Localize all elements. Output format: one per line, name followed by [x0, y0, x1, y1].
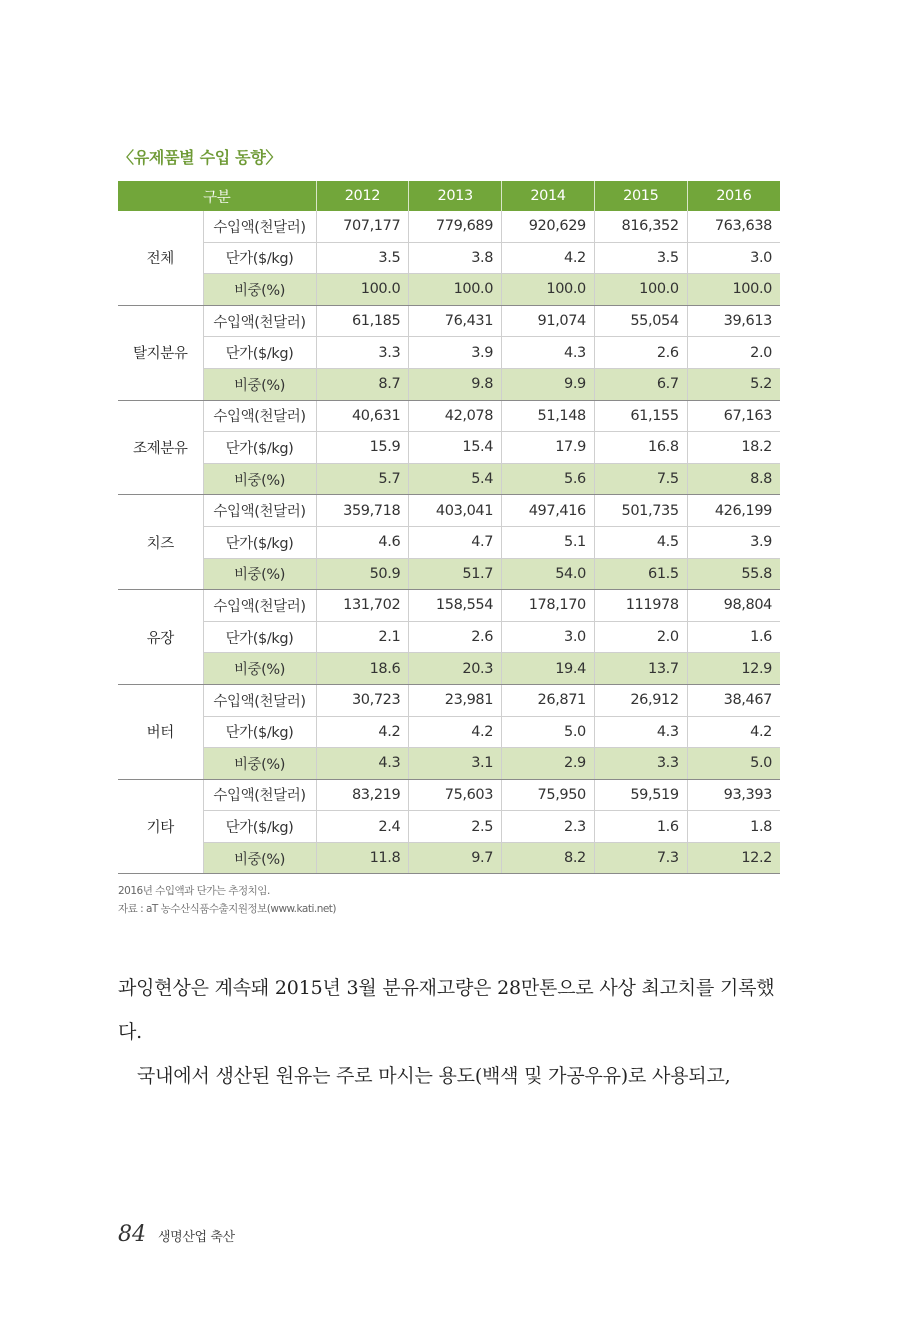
value-cell: 12.2 [687, 842, 780, 874]
table-row [118, 842, 780, 874]
value-cell: 3.3 [316, 337, 409, 369]
page-footer [118, 1222, 235, 1247]
value-cell: 9.7 [409, 842, 502, 874]
item-cell: 단가($/kg) [203, 432, 316, 464]
item-cell: 수입액(천달러) [203, 495, 316, 527]
value-cell: 91,074 [502, 305, 595, 337]
item-cell: 단가($/kg) [203, 526, 316, 558]
value-cell: 51.7 [409, 558, 502, 590]
value-cell: 5.6 [502, 463, 595, 495]
value-cell: 111978 [594, 590, 687, 622]
value-cell: 6.7 [594, 368, 687, 400]
value-cell: 5.4 [409, 463, 502, 495]
item-cell: 수입액(천달러) [203, 305, 316, 337]
value-cell: 2.0 [687, 337, 780, 369]
value-cell: 2.0 [594, 621, 687, 653]
value-cell: 2.5 [409, 811, 502, 843]
value-cell: 75,603 [409, 779, 502, 811]
table-row [118, 463, 780, 495]
table-notes [118, 882, 336, 918]
value-cell: 100.0 [409, 274, 502, 306]
value-cell: 2.6 [409, 621, 502, 653]
value-cell: 5.2 [687, 368, 780, 400]
value-cell: 23,981 [409, 684, 502, 716]
value-cell: 100.0 [502, 274, 595, 306]
value-cell: 30,723 [316, 684, 409, 716]
value-cell: 178,170 [502, 590, 595, 622]
value-cell: 4.2 [502, 242, 595, 274]
value-cell: 7.3 [594, 842, 687, 874]
value-cell: 83,219 [316, 779, 409, 811]
value-cell: 2.6 [594, 337, 687, 369]
item-cell: 수입액(천달러) [203, 211, 316, 242]
category-cell: 유장 [118, 590, 203, 685]
value-cell: 4.3 [316, 748, 409, 780]
value-cell: 3.9 [687, 526, 780, 558]
table-row [118, 621, 780, 653]
value-cell: 779,689 [409, 211, 502, 242]
value-cell: 9.9 [502, 368, 595, 400]
value-cell: 98,804 [687, 590, 780, 622]
page-number: 84 [118, 1222, 146, 1247]
header-year: 2013 [409, 181, 502, 211]
item-cell: 단가($/kg) [203, 811, 316, 843]
value-cell: 61.5 [594, 558, 687, 590]
value-cell: 100.0 [687, 274, 780, 306]
table-row [118, 653, 780, 685]
value-cell: 7.5 [594, 463, 687, 495]
value-cell: 2.9 [502, 748, 595, 780]
value-cell: 1.6 [594, 811, 687, 843]
item-cell: 수입액(천달러) [203, 684, 316, 716]
value-cell: 3.8 [409, 242, 502, 274]
value-cell: 1.6 [687, 621, 780, 653]
table-row [118, 305, 780, 337]
value-cell: 8.2 [502, 842, 595, 874]
table-title: 〈유제품별 수입 동향〉 [118, 148, 282, 167]
value-cell: 2.1 [316, 621, 409, 653]
category-cell: 버터 [118, 684, 203, 779]
value-cell: 5.7 [316, 463, 409, 495]
header-year: 2016 [687, 181, 780, 211]
value-cell: 4.7 [409, 526, 502, 558]
header-year: 2014 [502, 181, 595, 211]
header-year: 2015 [594, 181, 687, 211]
paragraph: 국내에서 생산된 원유는 주로 마시는 용도(백색 및 가공우유)로 사용되고, [137, 1065, 731, 1087]
value-cell: 3.5 [316, 242, 409, 274]
value-cell: 75,950 [502, 779, 595, 811]
value-cell: 426,199 [687, 495, 780, 527]
value-cell: 920,629 [502, 211, 595, 242]
value-cell: 816,352 [594, 211, 687, 242]
table-row [118, 211, 780, 242]
value-cell: 55.8 [687, 558, 780, 590]
category-cell: 치즈 [118, 495, 203, 590]
value-cell: 61,185 [316, 305, 409, 337]
item-cell: 비중(%) [203, 558, 316, 590]
value-cell: 8.8 [687, 463, 780, 495]
table-body [118, 211, 780, 874]
category-cell: 탈지분유 [118, 305, 203, 400]
value-cell: 3.3 [594, 748, 687, 780]
value-cell: 59,519 [594, 779, 687, 811]
table-row [118, 716, 780, 748]
value-cell: 15.9 [316, 432, 409, 464]
table-row [118, 495, 780, 527]
value-cell: 501,735 [594, 495, 687, 527]
value-cell: 39,613 [687, 305, 780, 337]
category-cell: 조제분유 [118, 400, 203, 495]
value-cell: 13.7 [594, 653, 687, 685]
note-source: 자료 : aT 농수산식품수출지원정보(www.kati.net) [118, 903, 337, 915]
value-cell: 12.9 [687, 653, 780, 685]
value-cell: 18.6 [316, 653, 409, 685]
value-cell: 3.5 [594, 242, 687, 274]
item-cell: 수입액(천달러) [203, 400, 316, 432]
item-cell: 비중(%) [203, 368, 316, 400]
value-cell: 4.5 [594, 526, 687, 558]
value-cell: 763,638 [687, 211, 780, 242]
table-row [118, 242, 780, 274]
value-cell: 3.9 [409, 337, 502, 369]
item-cell: 단가($/kg) [203, 621, 316, 653]
value-cell: 76,431 [409, 305, 502, 337]
value-cell: 3.0 [502, 621, 595, 653]
value-cell: 4.3 [594, 716, 687, 748]
value-cell: 2.4 [316, 811, 409, 843]
table-row [118, 274, 780, 306]
body-text [118, 966, 778, 1098]
value-cell: 403,041 [409, 495, 502, 527]
dairy-import-table [118, 181, 780, 874]
value-cell: 3.1 [409, 748, 502, 780]
table-row [118, 590, 780, 622]
value-cell: 15.4 [409, 432, 502, 464]
value-cell: 11.8 [316, 842, 409, 874]
value-cell: 497,416 [502, 495, 595, 527]
value-cell: 26,871 [502, 684, 595, 716]
value-cell: 40,631 [316, 400, 409, 432]
item-cell: 비중(%) [203, 274, 316, 306]
table-row [118, 400, 780, 432]
value-cell: 4.6 [316, 526, 409, 558]
value-cell: 67,163 [687, 400, 780, 432]
value-cell: 20.3 [409, 653, 502, 685]
value-cell: 707,177 [316, 211, 409, 242]
note-estimate: 2016년 수입액과 단가는 추정치임. [118, 885, 270, 897]
table-row [118, 432, 780, 464]
table-row [118, 368, 780, 400]
value-cell: 1.8 [687, 811, 780, 843]
value-cell: 5.0 [502, 716, 595, 748]
value-cell: 8.7 [316, 368, 409, 400]
value-cell: 158,554 [409, 590, 502, 622]
item-cell: 비중(%) [203, 653, 316, 685]
value-cell: 55,054 [594, 305, 687, 337]
value-cell: 18.2 [687, 432, 780, 464]
value-cell: 5.1 [502, 526, 595, 558]
value-cell: 42,078 [409, 400, 502, 432]
value-cell: 9.8 [409, 368, 502, 400]
table-row [118, 526, 780, 558]
value-cell: 131,702 [316, 590, 409, 622]
value-cell: 3.0 [687, 242, 780, 274]
value-cell: 26,912 [594, 684, 687, 716]
header-category: 구분 [118, 181, 316, 211]
item-cell: 비중(%) [203, 842, 316, 874]
item-cell: 단가($/kg) [203, 716, 316, 748]
value-cell: 16.8 [594, 432, 687, 464]
table-row [118, 684, 780, 716]
value-cell: 17.9 [502, 432, 595, 464]
value-cell: 4.3 [502, 337, 595, 369]
value-cell: 100.0 [316, 274, 409, 306]
table-row [118, 811, 780, 843]
item-cell: 단가($/kg) [203, 337, 316, 369]
table-row [118, 558, 780, 590]
value-cell: 50.9 [316, 558, 409, 590]
value-cell: 359,718 [316, 495, 409, 527]
value-cell: 4.2 [316, 716, 409, 748]
table-row [118, 748, 780, 780]
paragraph: 과잉현상은 계속돼 2015년 3월 분유재고량은 28만톤으로 사상 최고치를 기록했다. [118, 977, 775, 1043]
item-cell: 비중(%) [203, 463, 316, 495]
table-row [118, 779, 780, 811]
value-cell: 38,467 [687, 684, 780, 716]
value-cell: 93,393 [687, 779, 780, 811]
item-cell: 비중(%) [203, 748, 316, 780]
header-year: 2012 [316, 181, 409, 211]
item-cell: 수입액(천달러) [203, 590, 316, 622]
value-cell: 19.4 [502, 653, 595, 685]
value-cell: 51,148 [502, 400, 595, 432]
value-cell: 5.0 [687, 748, 780, 780]
category-cell: 전체 [118, 211, 203, 305]
item-cell: 수입액(천달러) [203, 779, 316, 811]
item-cell: 단가($/kg) [203, 242, 316, 274]
value-cell: 4.2 [687, 716, 780, 748]
value-cell: 4.2 [409, 716, 502, 748]
book-title: 생명산업 축산 [158, 1230, 235, 1245]
value-cell: 61,155 [594, 400, 687, 432]
value-cell: 2.3 [502, 811, 595, 843]
value-cell: 100.0 [594, 274, 687, 306]
table-header-row [118, 181, 780, 211]
category-cell: 기타 [118, 779, 203, 874]
value-cell: 54.0 [502, 558, 595, 590]
table-row [118, 337, 780, 369]
